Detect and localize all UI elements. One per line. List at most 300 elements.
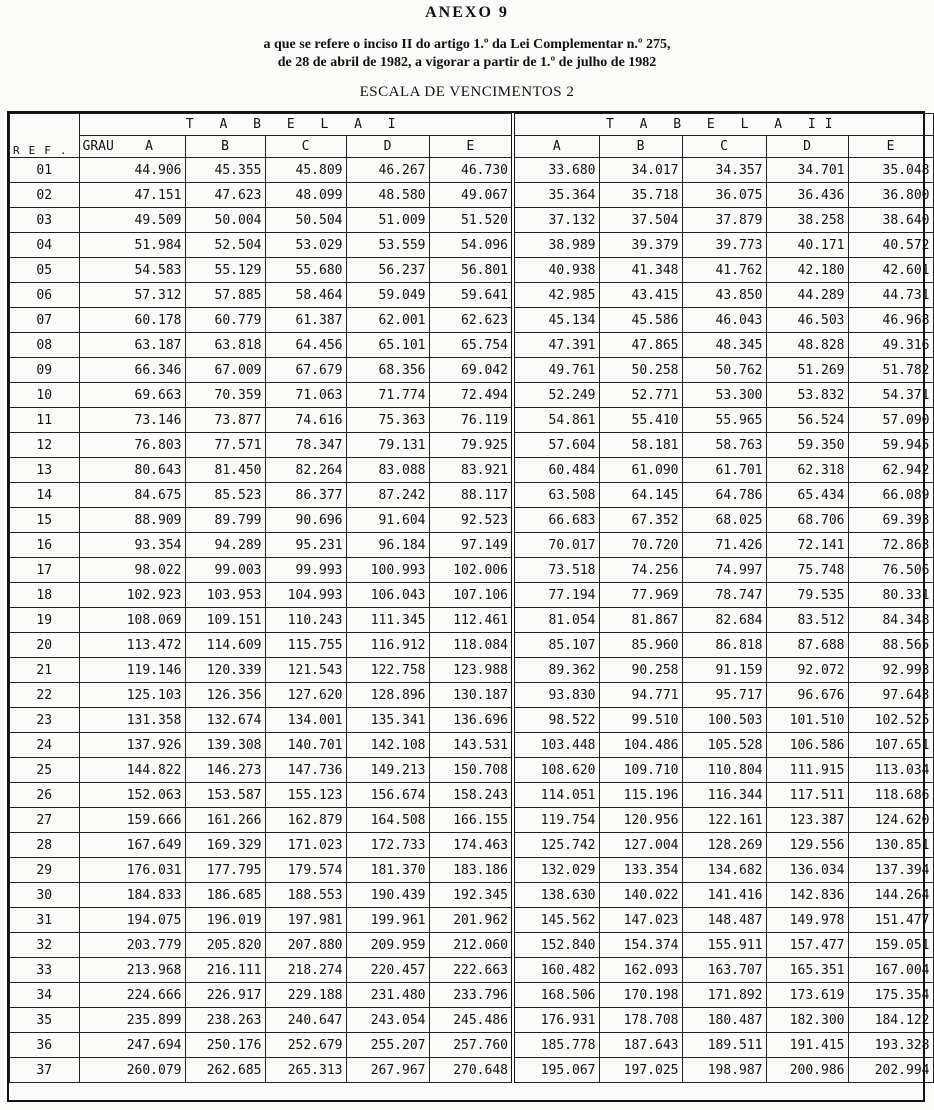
tabela-1-value-cell: 197.981: [265, 908, 346, 933]
tabela-2-value-cell: 170.198: [599, 983, 682, 1008]
tabela-1-value-cell: 150.708: [429, 758, 513, 783]
tabela-2-value-cell: 85.960: [599, 633, 682, 658]
tabela-1-value-cell: 48.580: [346, 183, 429, 208]
tabela-1-value-cell: 132.674: [185, 708, 265, 733]
tabela-2-value-cell: 104.486: [599, 733, 682, 758]
ref-cell: 16: [10, 533, 80, 558]
tabela-2-value-cell: 93.830: [513, 683, 599, 708]
tabela-1-value-cell: 48.099: [265, 183, 346, 208]
tabela-1-value-cell: 69.663: [79, 383, 185, 408]
tabela-1-value-cell: 68.356: [346, 358, 429, 383]
tabela-2-value-cell: 77.969: [599, 583, 682, 608]
tabela-2-value-cell: 46.503: [766, 308, 848, 333]
tabela-2-col-a-header: A: [513, 136, 599, 158]
tabela-2-value-cell: 46.968: [848, 308, 933, 333]
ref-cell: 14: [10, 483, 80, 508]
tabela-1-value-cell: 114.609: [185, 633, 265, 658]
ref-cell: 03: [10, 208, 80, 233]
tabela-1-value-cell: 57.312: [79, 283, 185, 308]
tabela-2-value-cell: 184.122: [848, 1008, 933, 1033]
tabela-2-value-cell: 53.832: [766, 383, 848, 408]
scale-title: ESCALA DE VENCIMENTOS 2: [359, 84, 575, 100]
tabela-1-value-cell: 147.736: [265, 758, 346, 783]
tabela-2-col-d-header: D: [766, 136, 848, 158]
tabela-1-value-cell: 186.685: [185, 883, 265, 908]
tabela-2-value-cell: 71.426: [682, 533, 766, 558]
tabela-2-value-cell: 36.075: [682, 183, 766, 208]
tabela-1-value-cell: 112.461: [429, 608, 513, 633]
tabela-1-value-cell: 51.009: [346, 208, 429, 233]
tabela-2-value-cell: 40.572: [848, 233, 933, 258]
table-row: [10, 683, 934, 708]
table-row: [10, 433, 934, 458]
tabela-1-value-cell: 103.953: [185, 583, 265, 608]
tabela-1-value-cell: 87.242: [346, 483, 429, 508]
tabela-2-value-cell: 202.994: [848, 1058, 933, 1083]
tabela-1-col-a-header: [79, 136, 185, 158]
tabela-1-value-cell: 122.758: [346, 658, 429, 683]
tabela-1-value-cell: 126.356: [185, 683, 265, 708]
tabela-2-value-cell: 117.511: [766, 783, 848, 808]
ref-cell: 37: [10, 1058, 80, 1083]
tabela-2-value-cell: 137.394: [848, 858, 933, 883]
tabela-1-value-cell: 110.243: [265, 608, 346, 633]
tabela-2-value-cell: 55.410: [599, 408, 682, 433]
ref-cell: 15: [10, 508, 80, 533]
tabela-2-value-cell: 187.643: [599, 1033, 682, 1058]
tabela-1-value-cell: 224.666: [79, 983, 185, 1008]
tabela-1-value-cell: 143.531: [429, 733, 513, 758]
tabela-1-value-cell: 67.009: [185, 358, 265, 383]
salary-table-body: [10, 158, 934, 1083]
tabela-1-value-cell: 181.370: [346, 858, 429, 883]
tabela-1-value-cell: 60.779: [185, 308, 265, 333]
tabela-2-value-cell: 43.415: [599, 283, 682, 308]
tabela-1-value-cell: 120.339: [185, 658, 265, 683]
tabela-2-value-cell: 92.993: [848, 658, 933, 683]
tabela-1-value-cell: 85.523: [185, 483, 265, 508]
tabela-2-value-cell: 129.556: [766, 833, 848, 858]
tabela-1-value-cell: 184.833: [79, 883, 185, 908]
tabela-2-value-cell: 109.710: [599, 758, 682, 783]
tabela-2-value-cell: 57.090: [848, 408, 933, 433]
tabela-1-value-cell: 265.313: [265, 1058, 346, 1083]
tabela-2-value-cell: 45.134: [513, 308, 599, 333]
table-row: [10, 983, 934, 1008]
tabela-2-value-cell: 38.989: [513, 233, 599, 258]
tabela-1-value-cell: 240.647: [265, 1008, 346, 1033]
tabela-2-value-cell: 111.915: [766, 758, 848, 783]
tabela-2-value-cell: 165.351: [766, 958, 848, 983]
ref-cell: 24: [10, 733, 80, 758]
tabela-2-value-cell: 40.171: [766, 233, 848, 258]
tabela-1-value-cell: 45.809: [265, 158, 346, 183]
tabela-2-value-cell: 90.258: [599, 658, 682, 683]
tabela-1-value-cell: 127.620: [265, 683, 346, 708]
tabela-2-value-cell: 42.985: [513, 283, 599, 308]
tabela-1-value-cell: 123.988: [429, 658, 513, 683]
tabela-1-value-cell: 161.266: [185, 808, 265, 833]
tabela-1-value-cell: 212.060: [429, 933, 513, 958]
tabela-2-value-cell: 157.477: [766, 933, 848, 958]
tabela-1-value-cell: 111.345: [346, 608, 429, 633]
tabela-2-value-cell: 33.680: [513, 158, 599, 183]
tabela-2-value-cell: 40.938: [513, 258, 599, 283]
tabela-1-value-cell: 118.084: [429, 633, 513, 658]
tabela-2-value-cell: 74.997: [682, 558, 766, 583]
table-row: [10, 458, 934, 483]
tabela-2-value-cell: 110.804: [682, 758, 766, 783]
tabela-1-value-cell: 49.067: [429, 183, 513, 208]
tabela-2-value-cell: 86.818: [682, 633, 766, 658]
tabela-1-value-cell: 243.054: [346, 1008, 429, 1033]
tabela-1-value-cell: 209.959: [346, 933, 429, 958]
tabela-1-value-cell: 139.308: [185, 733, 265, 758]
tabela-2-value-cell: 49.316: [848, 333, 933, 358]
tabela-2-value-cell: 58.763: [682, 433, 766, 458]
tabela-2-value-cell: 148.487: [682, 908, 766, 933]
tabela-1-value-cell: 158.243: [429, 783, 513, 808]
tabela-1-value-cell: 79.131: [346, 433, 429, 458]
tabela-2-value-cell: 195.067: [513, 1058, 599, 1083]
ref-cell: 05: [10, 258, 80, 283]
tabela-2-value-cell: 171.892: [682, 983, 766, 1008]
tabela-2-value-cell: 43.850: [682, 283, 766, 308]
tabela-2-value-cell: 56.524: [766, 408, 848, 433]
tabela-2-value-cell: 140.022: [599, 883, 682, 908]
tabela-2-value-cell: 84.348: [848, 608, 933, 633]
tabela-1-value-cell: 155.123: [265, 783, 346, 808]
tabela-1-value-cell: 172.733: [346, 833, 429, 858]
tabela-1-value-cell: 203.779: [79, 933, 185, 958]
tabela-2-value-cell: 114.051: [513, 783, 599, 808]
tabela-1-value-cell: 144.822: [79, 758, 185, 783]
tabela-2-value-cell: 96.676: [766, 683, 848, 708]
tabela-2-value-cell: 38.640: [848, 208, 933, 233]
tabela-1-value-cell: 245.486: [429, 1008, 513, 1033]
salary-table: [9, 113, 934, 1083]
tabela-1-col-a-label: A: [145, 139, 153, 154]
ref-column-header: REF.: [10, 114, 80, 158]
tabela-1-value-cell: 159.666: [79, 808, 185, 833]
tabela-1-value-cell: 71.774: [346, 383, 429, 408]
tabela-2-col-b-header: B: [599, 136, 682, 158]
tabela-2-value-cell: 133.354: [599, 858, 682, 883]
tabela-2-value-cell: 122.161: [682, 808, 766, 833]
tabela-2-value-cell: 36.436: [766, 183, 848, 208]
tabela-2-value-cell: 60.484: [513, 458, 599, 483]
tabela-1-value-cell: 99.003: [185, 558, 265, 583]
tabela-1-value-cell: 137.926: [79, 733, 185, 758]
tabela-2-value-cell: 102.525: [848, 708, 933, 733]
ref-cell: 11: [10, 408, 80, 433]
ref-cell: 26: [10, 783, 80, 808]
ref-cell: 01: [10, 158, 80, 183]
tabela-2-value-cell: 62.942: [848, 458, 933, 483]
tabela-1-value-cell: 62.001: [346, 308, 429, 333]
tabela-2-value-cell: 38.258: [766, 208, 848, 233]
tabela-1-value-cell: 58.464: [265, 283, 346, 308]
tabela-1-value-cell: 252.679: [265, 1033, 346, 1058]
tabela-2-value-cell: 61.701: [682, 458, 766, 483]
tabela-1-value-cell: 53.029: [265, 233, 346, 258]
tabela-1-value-cell: 86.377: [265, 483, 346, 508]
ref-cell: 36: [10, 1033, 80, 1058]
ref-cell: 32: [10, 933, 80, 958]
tabela-2-value-cell: 125.742: [513, 833, 599, 858]
tabela-1-value-cell: 98.022: [79, 558, 185, 583]
tabela-1-col-d-header: D: [346, 136, 429, 158]
tabela-1-value-cell: 70.359: [185, 383, 265, 408]
table-row: [10, 883, 934, 908]
tabela-2-value-cell: 144.264: [848, 883, 933, 908]
tabela-2-value-cell: 119.754: [513, 808, 599, 833]
tabela-2-value-cell: 176.931: [513, 1008, 599, 1033]
tabela-1-value-cell: 71.063: [265, 383, 346, 408]
tabela-1-value-cell: 50.004: [185, 208, 265, 233]
tabela-1-value-cell: 146.273: [185, 758, 265, 783]
tabela-2-col-e-header: E: [848, 136, 933, 158]
tabela-1-value-cell: 238.263: [185, 1008, 265, 1033]
tabela-1-value-cell: 222.663: [429, 958, 513, 983]
tabela-2-value-cell: 79.535: [766, 583, 848, 608]
ref-cell: 27: [10, 808, 80, 833]
tabela-1-value-cell: 88.117: [429, 483, 513, 508]
tabela-2-value-cell: 154.374: [599, 933, 682, 958]
tabela-1-value-cell: 167.649: [79, 833, 185, 858]
tabela-1-value-cell: 177.795: [185, 858, 265, 883]
tabela-1-value-cell: 262.685: [185, 1058, 265, 1083]
tabela-1-value-cell: 72.494: [429, 383, 513, 408]
tabela-2-value-cell: 113.034: [848, 758, 933, 783]
tabela-2-value-cell: 178.708: [599, 1008, 682, 1033]
tabela-1-value-cell: 104.993: [265, 583, 346, 608]
tabela-2-value-cell: 123.387: [766, 808, 848, 833]
table-row: [10, 1008, 934, 1033]
ref-cell: 25: [10, 758, 80, 783]
tabela-1-col-b-header: B: [185, 136, 265, 158]
tabela-2-value-cell: 55.965: [682, 408, 766, 433]
tabela-1-value-cell: 59.641: [429, 283, 513, 308]
tabela-1-value-cell: 201.962: [429, 908, 513, 933]
table-row: [10, 483, 934, 508]
table-column-header-row: [10, 136, 934, 158]
tabela-1-value-cell: 194.075: [79, 908, 185, 933]
tabela-2-value-cell: 66.683: [513, 508, 599, 533]
tabela-1-value-cell: 270.648: [429, 1058, 513, 1083]
ref-cell: 04: [10, 233, 80, 258]
tabela-2-value-cell: 191.415: [766, 1033, 848, 1058]
tabela-1-value-cell: 56.237: [346, 258, 429, 283]
table-row: [10, 1033, 934, 1058]
tabela-2-value-cell: 82.684: [682, 608, 766, 633]
tabela-1-value-cell: 267.967: [346, 1058, 429, 1083]
tabela-2-value-cell: 35.048: [848, 158, 933, 183]
table-row: [10, 533, 934, 558]
tabela-2-value-cell: 47.865: [599, 333, 682, 358]
tabela-2-value-cell: 85.107: [513, 633, 599, 658]
tabela-1-value-cell: 235.899: [79, 1008, 185, 1033]
tabela-2-value-cell: 37.132: [513, 208, 599, 233]
table-row: [10, 408, 934, 433]
tabela-1-value-cell: 207.880: [265, 933, 346, 958]
tabela-1-value-cell: 74.616: [265, 408, 346, 433]
tabela-1-value-cell: 63.818: [185, 333, 265, 358]
table-row: [10, 558, 934, 583]
tabela-2-value-cell: 68.025: [682, 508, 766, 533]
tabela-1-value-cell: 73.877: [185, 408, 265, 433]
tabela-1-value-cell: 65.754: [429, 333, 513, 358]
tabela-1-value-cell: 59.049: [346, 283, 429, 308]
tabela-1-value-cell: 79.925: [429, 433, 513, 458]
ref-cell: 08: [10, 333, 80, 358]
tabela-2-value-cell: 94.771: [599, 683, 682, 708]
tabela-2-value-cell: 39.773: [682, 233, 766, 258]
tabela-1-col-e-header: E: [429, 136, 513, 158]
tabela-1-value-cell: 61.387: [265, 308, 346, 333]
tabela-1-value-cell: 54.583: [79, 258, 185, 283]
tabela-1-value-cell: 218.274: [265, 958, 346, 983]
tabela-2-value-cell: 70.720: [599, 533, 682, 558]
tabela-1-value-cell: 119.146: [79, 658, 185, 683]
tabela-1-col-c-header: C: [265, 136, 346, 158]
tabela-2-value-cell: 46.043: [682, 308, 766, 333]
tabela-1-value-cell: 102.923: [79, 583, 185, 608]
tabela-2-value-cell: 81.054: [513, 608, 599, 633]
tabela-2-value-cell: 50.258: [599, 358, 682, 383]
tabela-1-value-cell: 106.043: [346, 583, 429, 608]
tabela-2-value-cell: 95.717: [682, 683, 766, 708]
tabela-2-value-cell: 118.686: [848, 783, 933, 808]
tabela-1-value-cell: 162.879: [265, 808, 346, 833]
tabela-1-value-cell: 88.909: [79, 508, 185, 533]
tabela-1-value-cell: 51.984: [79, 233, 185, 258]
tabela-2-value-cell: 98.522: [513, 708, 599, 733]
tabela-1-value-cell: 94.289: [185, 533, 265, 558]
ref-cell: 23: [10, 708, 80, 733]
tabela-1-value-cell: 76.803: [79, 433, 185, 458]
tabela-1-value-cell: 231.480: [346, 983, 429, 1008]
table-row: [10, 308, 934, 333]
tabela-1-value-cell: 78.347: [265, 433, 346, 458]
tabela-2-value-cell: 128.269: [682, 833, 766, 858]
tabela-2-value-cell: 182.300: [766, 1008, 848, 1033]
tabela-2-value-cell: 127.004: [599, 833, 682, 858]
tabela-2-value-cell: 37.504: [599, 208, 682, 233]
table-row: [10, 733, 934, 758]
table-row: [10, 633, 934, 658]
tabela-2-value-cell: 41.348: [599, 258, 682, 283]
tabela-2-value-cell: 74.256: [599, 558, 682, 583]
tabela-1-value-cell: 247.694: [79, 1033, 185, 1058]
tabela-2-value-cell: 35.364: [513, 183, 599, 208]
tabela-1-value-cell: 47.623: [185, 183, 265, 208]
tabela-1-value-cell: 95.231: [265, 533, 346, 558]
tabela-2-value-cell: 160.482: [513, 958, 599, 983]
legal-reference: [0, 36, 934, 72]
table-row: [10, 208, 934, 233]
tabela-2-value-cell: 124.620: [848, 808, 933, 833]
tabela-2-value-cell: 73.518: [513, 558, 599, 583]
tabela-2-value-cell: 197.025: [599, 1058, 682, 1083]
tabela-1-value-cell: 66.346: [79, 358, 185, 383]
ref-cell: 12: [10, 433, 80, 458]
tabela-1-value-cell: 96.184: [346, 533, 429, 558]
ref-cell: 06: [10, 283, 80, 308]
tabela-2-value-cell: 34.017: [599, 158, 682, 183]
tabela-1-value-cell: 128.896: [346, 683, 429, 708]
tabela-2-value-cell: 152.840: [513, 933, 599, 958]
tabela-2-value-cell: 92.072: [766, 658, 848, 683]
tabela-1-value-cell: 196.019: [185, 908, 265, 933]
tabela-2-value-cell: 64.145: [599, 483, 682, 508]
tabela-1-value-cell: 164.508: [346, 808, 429, 833]
table-row: [10, 833, 934, 858]
table-row: [10, 783, 934, 808]
tabela-2-value-cell: 180.487: [682, 1008, 766, 1033]
tabela-1-value-cell: 50.504: [265, 208, 346, 233]
tabela-1-value-cell: 156.674: [346, 783, 429, 808]
tabela-1-value-cell: 131.358: [79, 708, 185, 733]
tabela-2-value-cell: 97.643: [848, 683, 933, 708]
tabela-2-value-cell: 61.090: [599, 458, 682, 483]
tabela-1-value-cell: 45.355: [185, 158, 265, 183]
table-row: [10, 858, 934, 883]
tabela-2-value-cell: 64.786: [682, 483, 766, 508]
tabela-2-value-cell: 69.393: [848, 508, 933, 533]
tabela-2-value-cell: 141.416: [682, 883, 766, 908]
tabela-1-value-cell: 64.456: [265, 333, 346, 358]
ref-cell: 19: [10, 608, 80, 633]
tabela-1-value-cell: 47.151: [79, 183, 185, 208]
tabela-1-value-cell: 90.696: [265, 508, 346, 533]
tabela-2-value-cell: 162.093: [599, 958, 682, 983]
tabela-2-col-c-header: C: [682, 136, 766, 158]
tabela-2-value-cell: 54.861: [513, 408, 599, 433]
table-row: [10, 658, 934, 683]
tabela-2-value-cell: 130.851: [848, 833, 933, 858]
grau-label: GRAU: [82, 139, 114, 154]
tabela-2-value-cell: 147.023: [599, 908, 682, 933]
tabela-2-value-cell: 67.352: [599, 508, 682, 533]
tabela-1-value-cell: 113.472: [79, 633, 185, 658]
tabela-1-value-cell: 65.101: [346, 333, 429, 358]
tabela-2-value-cell: 132.029: [513, 858, 599, 883]
tabela-1-value-cell: 229.188: [265, 983, 346, 1008]
table-row: [10, 933, 934, 958]
tabela-2-value-cell: 155.911: [682, 933, 766, 958]
tabela-1-value-cell: 54.096: [429, 233, 513, 258]
tabela-2-value-cell: 91.159: [682, 658, 766, 683]
ref-cell: 21: [10, 658, 80, 683]
tabela-1-value-cell: 190.439: [346, 883, 429, 908]
legal-reference-line-2: de 28 de abril de 1982, a vigorar a partir de 1.º de julho de 1982: [277, 55, 657, 70]
tabela-1-value-cell: 107.106: [429, 583, 513, 608]
ref-cell: 34: [10, 983, 80, 1008]
table-row: [10, 908, 934, 933]
tabela-1-value-cell: 89.799: [185, 508, 265, 533]
tabela-1-value-cell: 83.088: [346, 458, 429, 483]
tabela-2-value-cell: 72.141: [766, 533, 848, 558]
tabela-2-value-cell: 103.448: [513, 733, 599, 758]
tabela-1-value-cell: 63.187: [79, 333, 185, 358]
tabela-2-value-cell: 53.300: [682, 383, 766, 408]
table-row: [10, 958, 934, 983]
tabela-2-value-cell: 42.601: [848, 258, 933, 283]
tabela-2-value-cell: 51.782: [848, 358, 933, 383]
table-row: [10, 358, 934, 383]
table-row: [10, 608, 934, 633]
